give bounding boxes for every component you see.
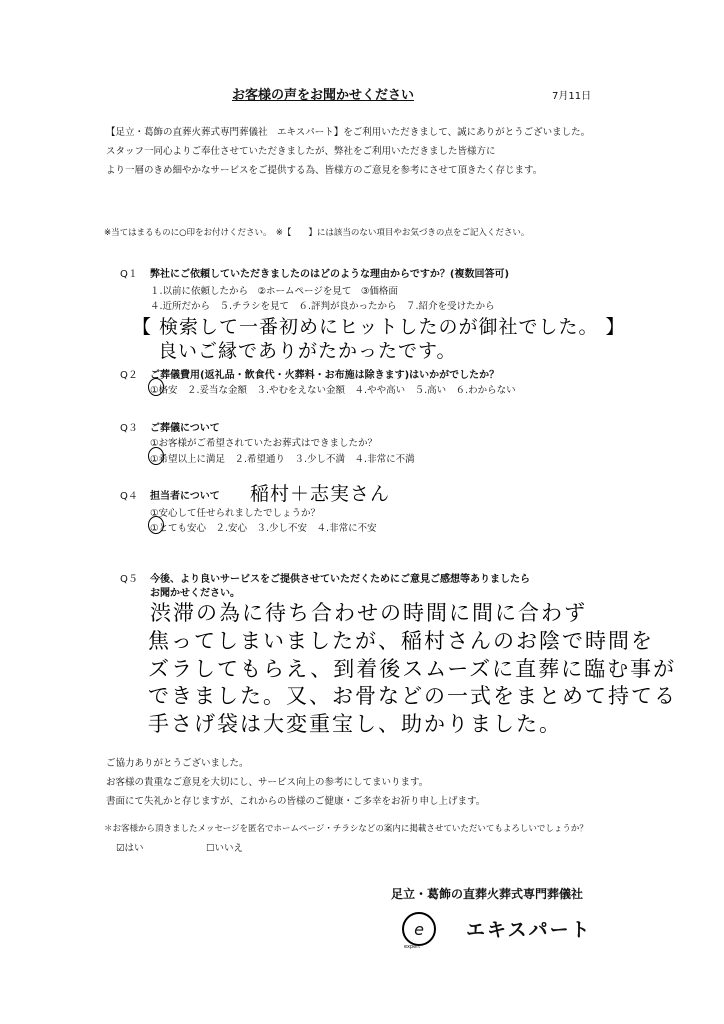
q1-handwritten-line-1: 【 検索して一番初めにヒットしたのが御社でした。 】 — [132, 316, 626, 338]
q2-options: ①格安 ２.妥当な金額 ３.やむをえない金額 ４.やや高い ５.高い ６.わからない — [150, 385, 516, 396]
intro-line-1: 【足立・葛飾の直葬火葬式専門葬儀社 エキスパート】をご利用いただきまして、誠にありがとうございました。 — [106, 127, 591, 138]
publish-consent-question: ＊お客様から頂きましたメッセージを匿名でホームページ・チラシなどの案内に掲載させていただいてもよろしいでしょうか？ — [104, 824, 588, 834]
form-date: 7月11日 — [552, 91, 592, 102]
intro-line-3: より一層のきめ細やかなサービスをご提供する為、皆様方のご意見を参考にさせて頂きたく存じます。 — [106, 165, 543, 176]
q5-title-line-1: 今後、より良いサービスをご提供させていただくためにご意見ご感想等ありましたら — [150, 574, 530, 585]
q3-options: ①希望以上に満足 ２.希望通り ３.少し不満 ４.非常に不満 — [150, 454, 415, 465]
q2-selection-circle — [148, 378, 164, 396]
q2-title: ご葬儀費用(返礼品・飲食代・火葬料・お布施は除きます)はいかがでしたか？ — [150, 370, 500, 381]
consent-no-checkbox[interactable]: ☐いいえ — [206, 843, 244, 854]
q4-options: ①とても安心 ２.安心 ３.少し不安 ４.非常に不安 — [150, 523, 377, 534]
q5-handwritten-line-4: できました。又、お骨などの一式をまとめて持てる — [148, 684, 677, 708]
q1-options-line-2: ４.近所だから ５.チラシを見て ６.評判が良かったから ７.紹介を受けたから — [150, 301, 495, 312]
logo-subtext: expert — [404, 944, 421, 950]
closing-line-1: ご協力ありがとうございました。 — [106, 758, 249, 769]
q5-handwritten-line-3: ズラしてもらえ、到着後スムーズに直葬に臨む事が — [148, 657, 677, 681]
expert-logo-icon — [402, 912, 436, 946]
q3-question: ①お客様がご希望されていたお葬式はできましたか？ — [150, 438, 378, 449]
q3-selection-circle — [148, 447, 164, 465]
q1-title: 弊社にご依頼していただきましたのはどのような理由からですか？(複数回答可) — [150, 269, 510, 280]
q4-selection-circle — [148, 516, 164, 534]
q3-title: ご葬儀について — [150, 423, 220, 434]
q3-number: Q３ — [120, 423, 138, 434]
intro-line-2: スタッフ一同心よりご奉仕させていただきましたが、弊社をご利用いただきました皆様方に — [106, 146, 496, 157]
q5-title-line-2: お聞かせください。 — [150, 588, 240, 599]
closing-line-3: 書面にて失礼かと存じますが、これからの皆様のご健康・ご多幸をお祈り申し上げます。 — [106, 796, 486, 807]
q5-handwritten-line-5: 手さげ袋は大変重宝し、助かりました。 — [148, 712, 562, 736]
instructions-note: ※当てはまるものに○印をお付けください。 ※【 】には該当のない項目やお気づきの点をご記入ください。 — [104, 228, 530, 238]
q5-number: Q５ — [120, 574, 138, 585]
q5-handwritten-line-1: 渋滞の為に待ち合わせの時間に間に合わず — [150, 601, 587, 625]
q4-question: ①安心して任せられましたでしょうか？ — [150, 508, 321, 519]
q5-handwritten-line-2: 焦ってしまいましたが、稲村さんのお陰で時間を — [148, 629, 654, 653]
q4-handwritten-staff-name: 稲村＋志実さん — [250, 483, 391, 505]
footer-company-name: 足立・葛飾の直葬火葬式専門葬儀社 — [391, 887, 584, 901]
q1-options-line-1: １.以前に依頼したから ②ホームページを見て ③価格面 — [150, 286, 398, 297]
consent-yes-checkbox[interactable]: ☑はい — [116, 843, 144, 854]
page-title: お客様の声をお聞かせください — [232, 88, 415, 103]
q4-number: Q４ — [120, 491, 138, 502]
q1-number: Q１ — [120, 269, 138, 280]
logo-letter: e — [414, 919, 424, 939]
closing-line-2: お客様の貴重なご意見を大切にし、サービス向上の参考にしてまいります。 — [106, 777, 429, 788]
q2-number: Q２ — [120, 370, 138, 381]
brand-name: エキスパート — [466, 919, 592, 941]
q1-handwritten-line-2: 良いご縁でありがたかったです。 — [158, 340, 457, 362]
q4-title: 担当者について — [150, 491, 220, 502]
